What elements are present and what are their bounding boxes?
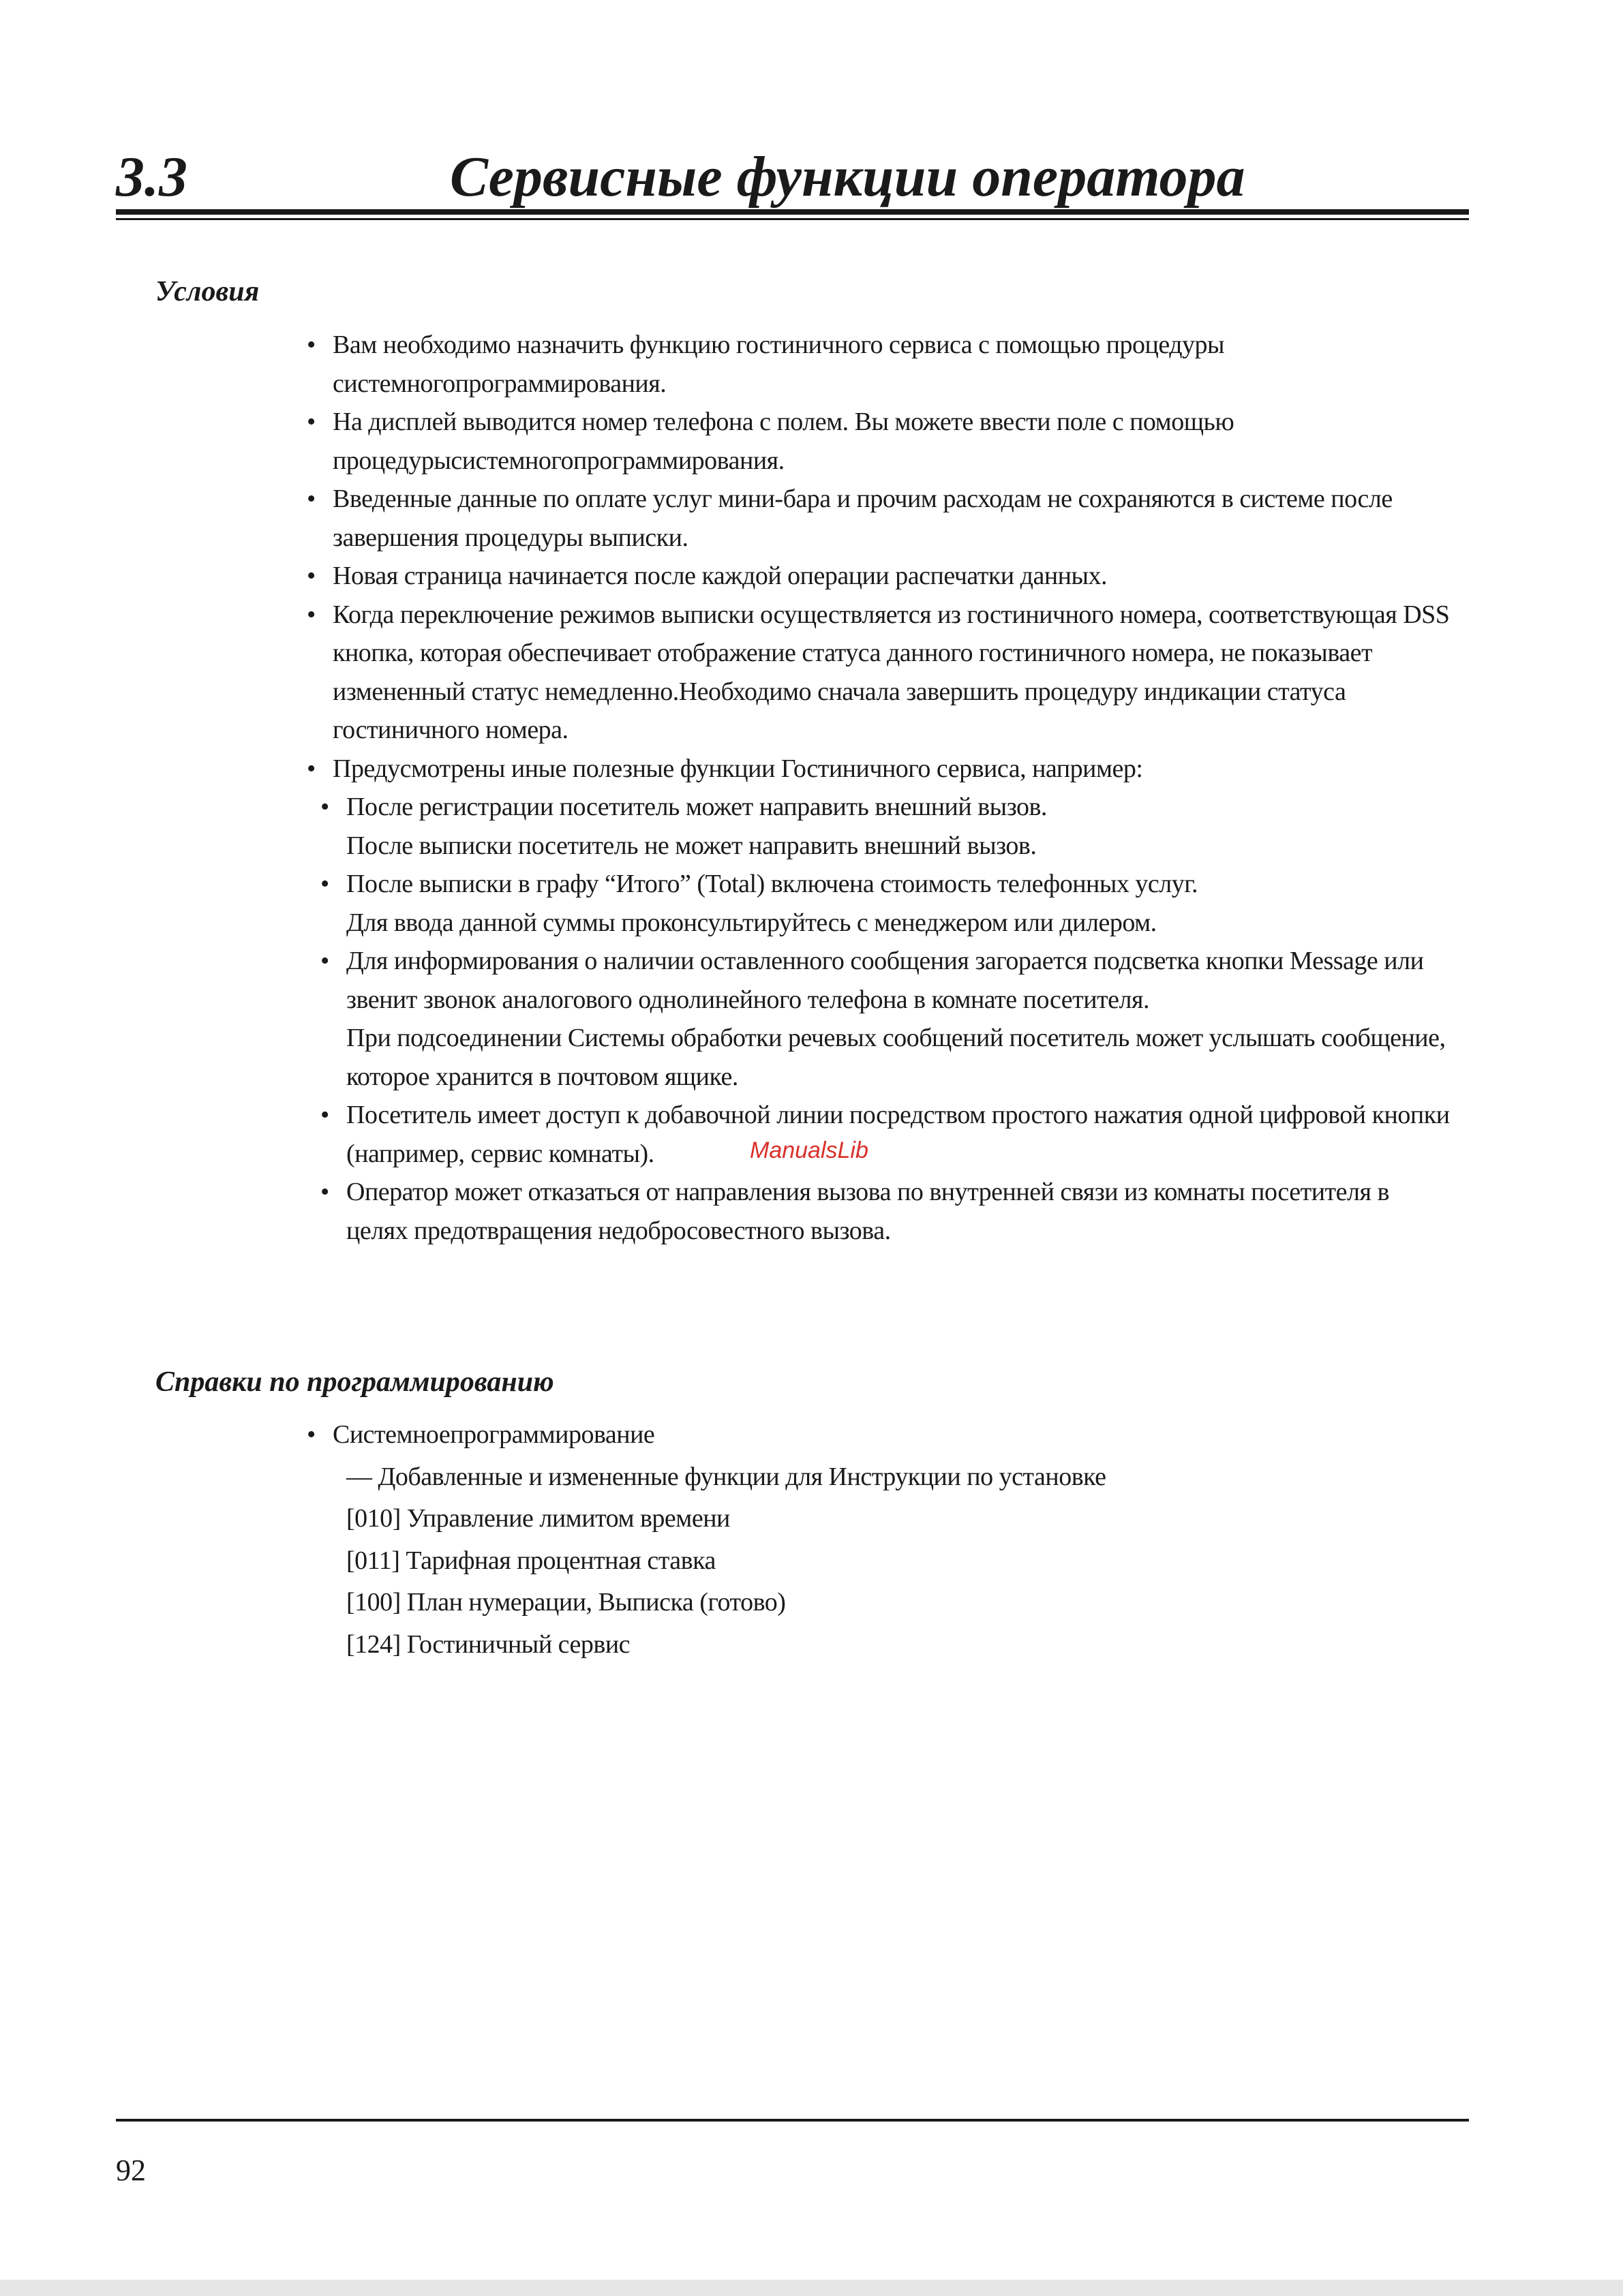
reference-line: [124] Гостиничный сервис (346, 1629, 631, 1659)
list-item: • Когда переключение режимов выписки осуществляется из гостиничного номера, соответствующая DSS кнопка, которая обеспечивает отображение статуса данного гостиничного номера, не показывает измененный статус немедленно.Необходимо сначала завершить процедуру индикации статуса гостиничного номера. (307, 596, 1452, 750)
reference-line: [011] Тарифная процентная ставка (346, 1546, 716, 1575)
sub-list-note: После выписки посетитель не может направить внешний вызов. (346, 831, 1037, 860)
sub-list-note: Для ввода данной суммы проконсультируйтесь с менеджером или дилером. (346, 908, 1157, 937)
list-item: • На дисплей выводится номер телефона с полем. Вы можете ввести поле с помощью процедурысистемногопрограммирования. (307, 403, 1452, 480)
reference-line: [010] Управление лимитом времени (346, 1504, 730, 1533)
page-number: 92 (116, 2154, 146, 2187)
header-rule-thin (116, 218, 1469, 220)
header-rule-thick (116, 209, 1469, 215)
list-item: • Введенные данные по оплате услуг мини-бара и прочим расходам не сохраняются в системе после завершения процедуры выписки. (307, 480, 1452, 557)
reference-line: [100] План нумерации, Выписка (готово) (346, 1588, 786, 1617)
sub-list-item: • Оператор может отказаться от направления вызова по внутренней связи из комнаты посетителя в целях предотвращения недобросовестного вызова. (307, 1173, 1452, 1250)
sub-list-item: • После регистрации посетитель может направить внешний вызов. (307, 788, 1452, 827)
list-item: • Системноепрограммирование (307, 1414, 1106, 1456)
sub-list-item: • После выписки в графу “Итого” (Total) включена стоимость телефонных услуг. (307, 865, 1452, 904)
section-title: Сервисные функции оператора (450, 145, 1245, 209)
sub-list-note: При подсоединении Системы обработки речевых сообщений посетитель может услышать сообщение, которое хранится в почтовом ящике. (346, 1024, 1446, 1091)
conditions-heading: Условия (155, 276, 260, 307)
section-header (116, 136, 1469, 218)
sub-list-item: • Для информирования о наличии оставленного сообщения загорается подсветка кнопки Message или звенит звонок аналогового однолинейного телефона в комнате посетителя. (307, 942, 1452, 1019)
sub-list-item: • Посетитель имеет доступ к добавочной линии посредством простого нажатия одной цифровой кнопки (например, сервис комнаты). (307, 1096, 1452, 1173)
list-item: • Вам необходимо назначить функцию гостиничного сервиса с помощью процедуры системногопрограммирования. (307, 326, 1452, 403)
reference-line: — Добавленные и измененные функции для Инструкции по установке (346, 1462, 1106, 1491)
conditions-list (307, 326, 1452, 1250)
list-item: • Новая страница начинается после каждой операции распечатки данных. (307, 557, 1452, 596)
watermark: ManualsLib (750, 1137, 868, 1163)
scan-edge (0, 2280, 1623, 2296)
programming-references (307, 1414, 1106, 1666)
list-item: • Предусмотрены иные полезные функции Гостиничного сервиса, например: (307, 750, 1452, 789)
section-number: 3.3 (116, 145, 187, 209)
programming-heading: Справки по программированию (155, 1366, 554, 1398)
footer-rule (116, 2119, 1469, 2122)
